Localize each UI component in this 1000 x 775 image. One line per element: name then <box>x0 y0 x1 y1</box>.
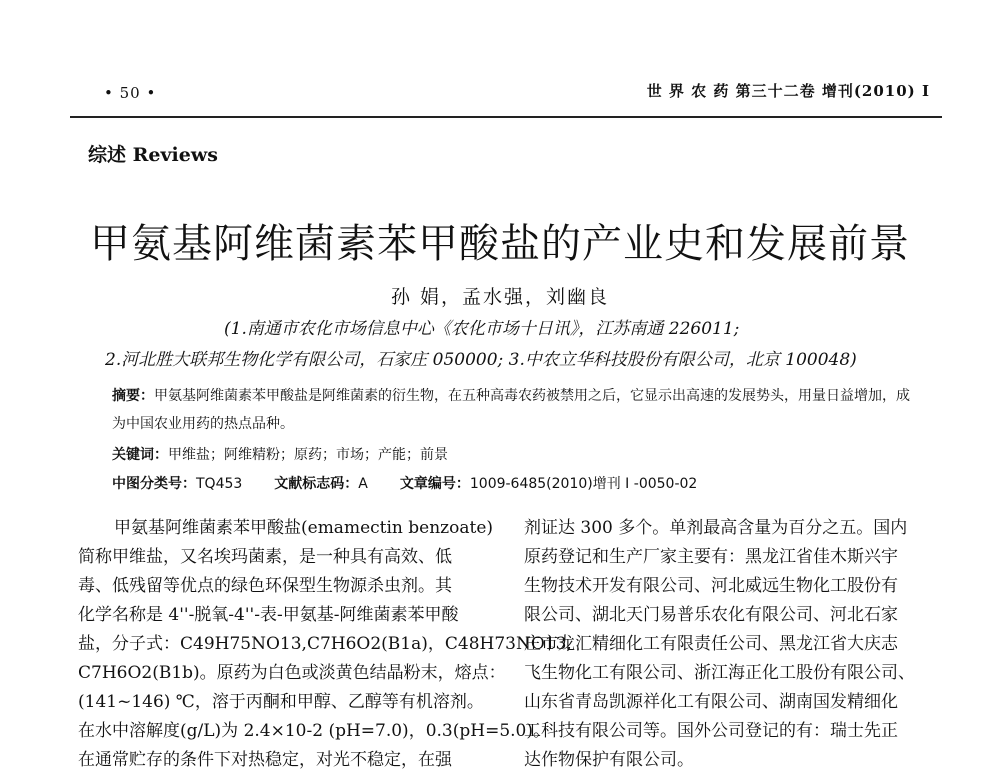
clc-label: 中图分类号： <box>112 476 196 492</box>
keywords <box>112 444 448 464</box>
body-line: 原药登记和生产厂家主要有：黑龙江省佳木斯兴宇 <box>524 547 898 567</box>
keywords-text: 甲维盐；阿维精粉；原药；市场；产能；前景 <box>168 447 448 463</box>
body-line: 山东省青岛凯源祥化工有限公司、湖南国发精细化 <box>524 692 898 712</box>
abstract <box>112 382 912 438</box>
article-number-label: 文章编号： <box>399 476 470 492</box>
body-line: 剂证达 300 多个。单剂最高含量为百分之五。国内 <box>524 518 908 538</box>
body-line: C7H6O2(B1b)。原药为白色或淡黄色结晶粉末，熔点： <box>78 663 506 683</box>
body-line: 毒、低残留等优点的绿色环保型生物源杀虫剂。其 <box>78 576 452 596</box>
article-title: 甲氨基阿维菌素苯甲酸盐的产业史和发展前景 <box>90 221 910 267</box>
body-line: 化学名称是 4''-脱氧-4''-表-甲氨基-阿维菌素苯甲酸 <box>78 605 459 625</box>
body-line: 甲氨基阿维菌素苯甲酸盐(emamectin benzoate) <box>114 518 494 538</box>
body-line: (141~146) ℃，溶于丙酮和甲醇、乙醇等有机溶剂。 <box>78 692 484 712</box>
authors: 孙 娟，孟水强，刘幽良 <box>390 286 610 308</box>
section-label: 综述 Reviews <box>88 144 218 166</box>
body-line: 限公司、湖北天门易普乐农化有限公司、河北石家 <box>524 605 898 625</box>
body-line: 庄市龙汇精细化工有限责任公司、黑龙江省大庆志 <box>524 634 898 654</box>
keywords-label: 关键词： <box>112 447 168 463</box>
body-line: 达作物保护有限公司。 <box>524 750 694 770</box>
abstract-label: 摘要： <box>112 388 154 404</box>
article-number-value: 1009-6485(2010)增刊 I -0050-02 <box>469 476 698 492</box>
doc-code-value: A <box>358 476 368 492</box>
header-rule <box>70 116 942 118</box>
body-line: 简称甲维盐，又名埃玛菌素，是一种具有高效、低 <box>78 547 452 567</box>
body-column-right <box>524 514 944 775</box>
classification-line <box>112 473 697 493</box>
body-line: 生物技术开发有限公司、河北威远生物化工股份有 <box>524 576 898 596</box>
body-line: 在水中溶解度(g/L)为 2.4×10-2 (pH=7.0)，0.3(pH=5.0)。 <box>78 721 550 741</box>
doc-code-label: 文献标志码： <box>274 476 359 492</box>
body-column-left <box>78 514 572 775</box>
page-number: • 50 • <box>104 84 157 102</box>
body-line: 盐，分子式：C49H75NO13,C7H6O2(B1a)，C48H73NO13, <box>78 634 572 654</box>
body-line: 在通常贮存的条件下对热稳定，对光不稳定，在强 <box>78 750 452 770</box>
clc-value: TQ453 <box>196 476 243 492</box>
affiliation-2: 2.河北胜大联邦生物化学有限公司，石家庄 050000; 3.中农立华科技股份有限公司，北京 100048) <box>105 350 857 370</box>
affiliation-1: (1.南通市农化市场信息中心《农化市场十日讯》，江苏南通 226011; <box>224 319 740 339</box>
body-line: 飞生物化工有限公司、浙江海正化工股份有限公司、 <box>524 663 915 683</box>
body-line: 工科技有限公司等。国外公司登记的有：瑞士先正 <box>524 721 898 741</box>
abstract-text: 甲氨基阿维菌素苯甲酸盐是阿维菌素的衍生物，在五种高毒农药被禁用之后，它显示出高速的发展势头，用量日益增加，成为中国农业用药的热点品种。 <box>112 388 910 432</box>
journal-header: 世 界 农 药 第三十二卷 增刊(2010) I <box>646 82 930 100</box>
